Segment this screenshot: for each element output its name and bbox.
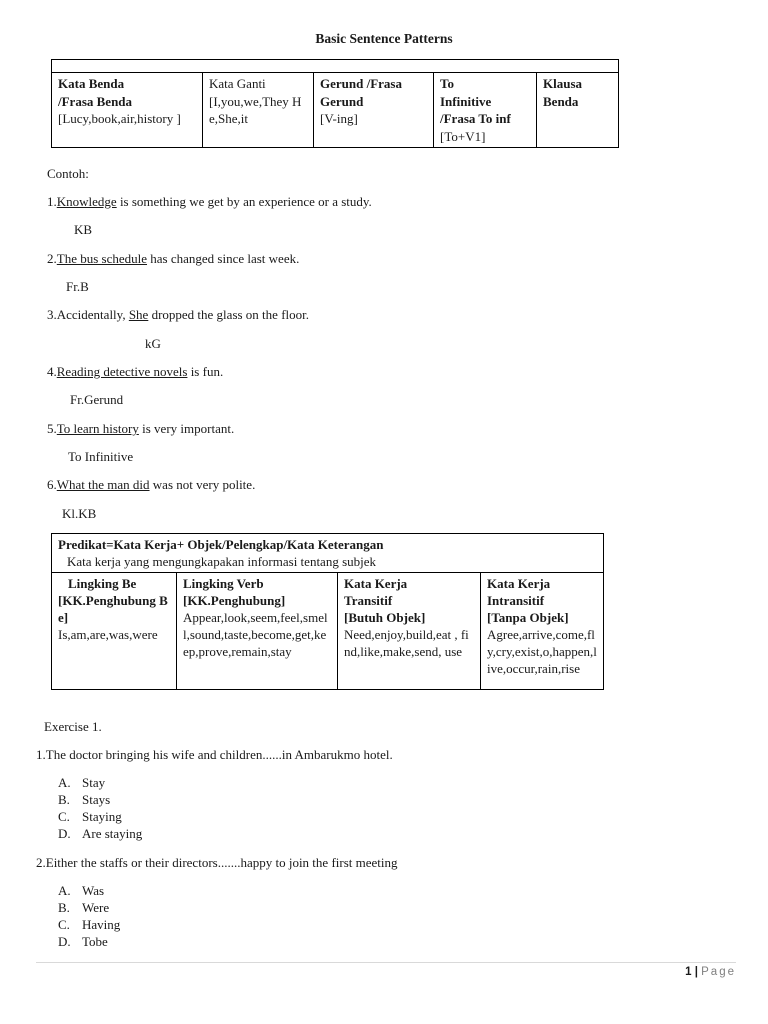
page-number: 1 — [685, 966, 692, 978]
cell-heading: To — [440, 76, 454, 91]
table-cell-to-infinitive — [434, 73, 537, 148]
answer-option: C. Staying — [58, 808, 122, 824]
contoh-label: Contoh: — [47, 166, 89, 181]
page-footer — [685, 965, 736, 980]
cell-heading: Benda — [543, 93, 579, 109]
verb-types-table — [51, 533, 604, 690]
cell-heading: [Tanpa Objek] — [487, 610, 569, 625]
answer-option: A. Stay — [58, 775, 106, 790]
answer-option: B. Were — [58, 899, 110, 915]
table-subheader: Kata kerja yang mengungkapakan informasi tentang subjek — [67, 554, 377, 569]
table-cell-transitif — [338, 573, 481, 690]
example-tag: Kl.KB — [62, 506, 97, 521]
example-tag: Fr.B — [66, 279, 89, 294]
cell-heading: Infinitive — [440, 93, 492, 109]
footer-separator: | — [694, 966, 698, 978]
cell-examples: [V-ing] — [320, 111, 358, 126]
example-sentence: 6.What the man did was not very polite. — [47, 477, 256, 492]
cell-examples: Appear,look,seem,feel,smell,sound,taste,become,get,keep,prove,remain,stay — [183, 610, 328, 659]
cell-examples: Is,am,are,was,were — [58, 627, 158, 642]
cell-heading: [Butuh Objek] — [344, 610, 426, 625]
cell-heading: Transitif — [344, 593, 393, 608]
answer-options — [58, 775, 142, 843]
cell-heading: Lingking Be — [68, 576, 137, 591]
cell-heading: Gerund — [320, 93, 364, 109]
example-tag: To Infinitive — [68, 449, 134, 464]
cell-examples: Agree,arrive,come,fly,cry,exist,o,happen,live,occur,rain,rise — [487, 627, 597, 676]
example-sentence: 3.Accidentally, She dropped the glass on the floor. — [47, 307, 309, 322]
cell-heading: Klausa — [543, 76, 583, 91]
question-text: 1.The doctor bringing his wife and children......in Ambarukmo hotel. — [36, 747, 393, 762]
cell-heading: Lingking Verb — [183, 576, 264, 591]
table-blank-row — [52, 60, 619, 73]
example-tag: kG — [145, 336, 161, 351]
cell-heading: Kata Kerja — [487, 576, 551, 591]
question-text: 2.Either the staffs or their directors.......happy to join the first meeting — [36, 855, 398, 870]
answer-option: A. Was — [58, 883, 105, 898]
answer-option: C. Having — [58, 916, 121, 932]
example-sentence: 5.To learn history is very important. — [47, 421, 235, 436]
example-sentence: 4.Reading detective novels is fun. — [47, 364, 224, 379]
cell-heading: /Frasa Benda — [58, 93, 133, 109]
table-header: Predikat=Kata Kerja+ Objek/Pelengkap/Kata Keterangan — [58, 537, 384, 552]
cell-heading: Kata Kerja — [344, 576, 408, 591]
footer-divider — [36, 962, 736, 963]
cell-heading: Kata Ganti — [209, 76, 266, 91]
example-sentence: 2.The bus schedule has changed since last week. — [47, 251, 300, 266]
cell-heading: /Frasa To inf — [440, 111, 511, 126]
answer-option: D. Are staying — [58, 825, 143, 841]
cell-heading: Intransitif — [487, 593, 545, 608]
cell-heading: Gerund /Frasa — [320, 76, 402, 91]
answer-option: B. Stays — [58, 791, 111, 807]
page-word: Page — [701, 966, 736, 978]
exercise-label: Exercise 1. — [44, 719, 102, 734]
table-cell-linking-verb — [177, 573, 338, 690]
answer-option: D. Tobe — [58, 933, 108, 949]
table-cell-intransitif — [481, 573, 604, 690]
table-cell-kata-ganti — [203, 73, 314, 148]
cell-heading: Kata Benda — [58, 76, 125, 91]
table-cell-klausa-benda — [537, 73, 619, 148]
answer-options — [58, 883, 120, 951]
page-title: Basic Sentence Patterns — [315, 31, 453, 46]
cell-examples: Need,enjoy,build,eat , find,like,make,send, use — [344, 627, 469, 659]
example-tag: KB — [74, 222, 93, 237]
table-header-cell — [52, 534, 604, 573]
example-tag: Fr.Gerund — [70, 392, 124, 407]
example-sentence: 1.Knowledge is something we get by an experience or a study. — [47, 194, 372, 209]
table-cell-linking-be — [52, 573, 177, 690]
cell-examples: [Lucy,book,air,history ] — [58, 111, 181, 126]
table-cell-kata-benda — [52, 73, 203, 148]
table-cell-gerund — [314, 73, 434, 148]
cell-examples: [I,you,we,They He,She,it — [209, 93, 302, 126]
cell-examples: [To+V1] — [440, 128, 486, 144]
cell-heading: [KK.Penghubung Be] — [58, 593, 168, 625]
cell-heading: [KK.Penghubung] — [183, 593, 286, 608]
noun-types-table — [51, 59, 619, 148]
